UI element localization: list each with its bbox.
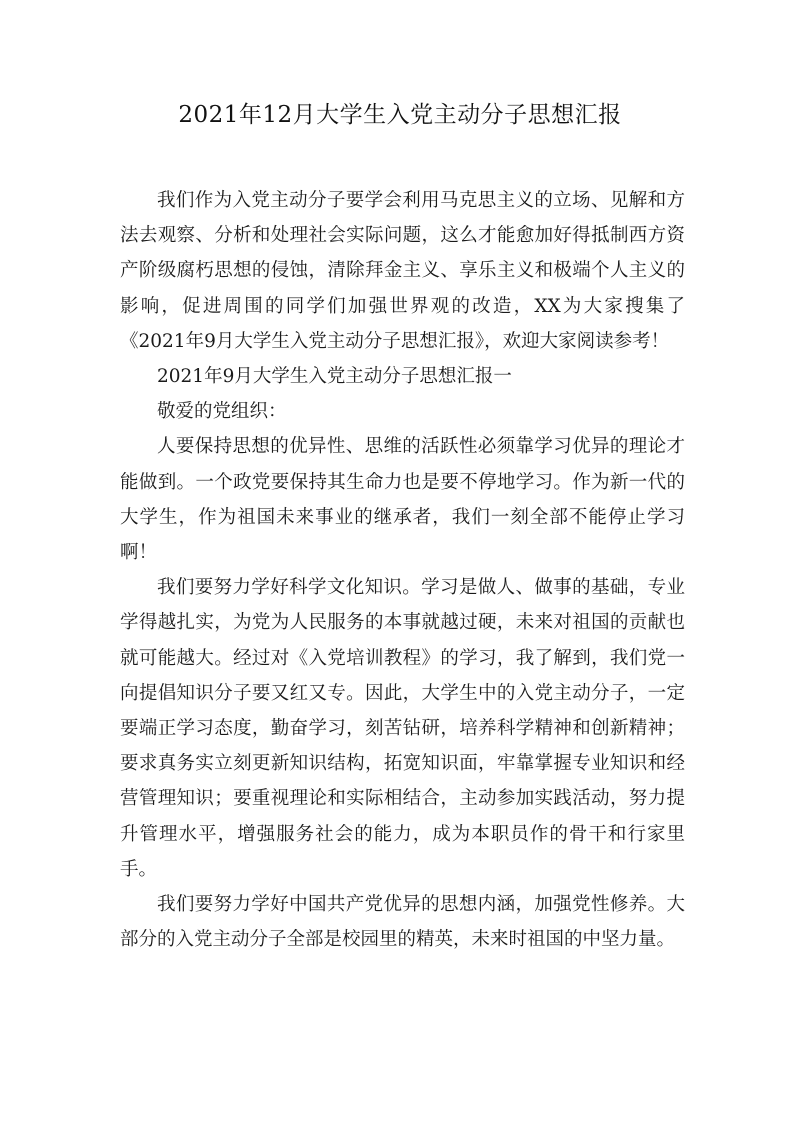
document-title: 2021年12月大学生入党主动分子思想汇报 [178, 102, 622, 128]
body-paragraph: 我们要努力学好中国共产党优异的思想内涵，加强党性修养。大部分的入党主动分子全部是校园里的精英，未来时祖国的中坚力量。 [120, 894, 685, 951]
body-paragraph: 人要保持思想的优异性、思维的活跃性必须靠学习优异的理论才能做到。一个政党要保持其生命力也是要不停地学习。作为新一代的大学生，作为祖国未来事业的继承者，我们一刻全部不能停止学习啊！ [120, 436, 685, 564]
salutation: 敬爱的党组织： [157, 401, 287, 423]
section-heading: 2021年9月大学生入党主动分子思想汇报一 [157, 366, 512, 388]
document-body [120, 183, 685, 957]
body-paragraph: 我们要努力学好科学文化知识。学习是做人、做事的基础，专业学得越扎实，为党为人民服务的本事就越过硬，未来对祖国的贡献也就可能越大。经过对《入党培训教程》的学习，我了解到，我们党一向提倡知识分子要又红又专。因此，大学生中的入党主动分子，一定要端正学习态度，勤奋学习，刻苦钻研，培养科学精神和创新精神；要求真务实立刻更新知识结构，拓宽知识面，牢靠掌握专业知识和经营管理知识；要重视理论和实际相结合，主动参加实践活动，努力提升管理水平，增强服务社会的能力，成为本职员作的骨干和行家里手。 [120, 577, 685, 880]
intro-paragraph: 我们作为入党主动分子要学会利用马克思主义的立场、见解和方法去观察、分析和处理社会实际问题，这么才能愈加好得抵制西方资产阶级腐朽思想的侵蚀，清除拜金主义、享乐主义和极端个人主义的影响，促进周围的同学们加强世界观的改造，XX为大家搜集了《2021年9月大学生入党主动分子思想汇报》，欢迎大家阅读参考！ [120, 190, 685, 352]
